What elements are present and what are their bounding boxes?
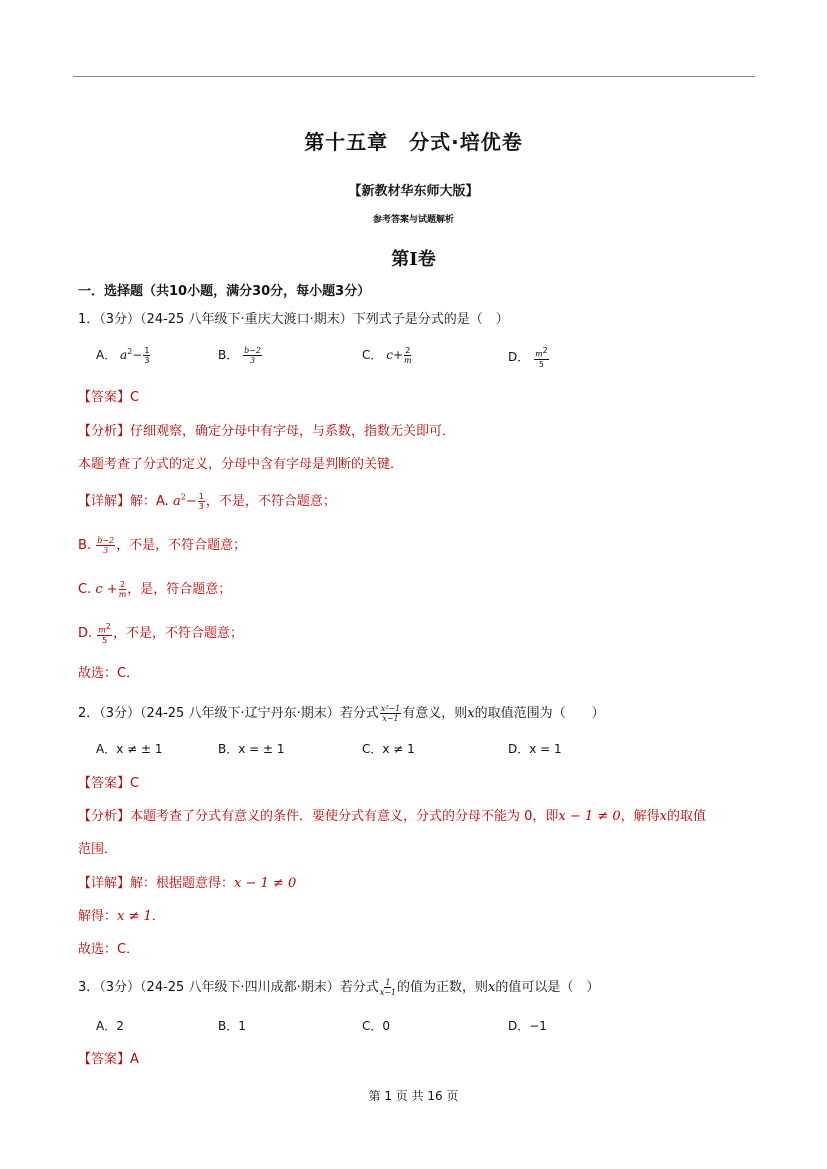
q3-option-c: C．0 [362, 1019, 391, 1033]
edition-subtitle: 【新教材华东师大版】 [348, 184, 479, 199]
q3-answer: 【答案】A [78, 1052, 139, 1067]
page-title: 第十五章 分式·培优卷 [304, 130, 523, 154]
q2-option-c: C．x ≠ 1 [362, 742, 415, 756]
q3-stem: 3．（3分）（24-25 八年级下·四川成都·期末）若分式 $\frac{1}{x-1}$ 的值为正数，则x的值可以是（ ） [78, 978, 600, 997]
q3-option-d: D．−1 [508, 1019, 547, 1033]
q2-analysis-2: 范围． [78, 842, 118, 857]
section-heading: 一．选择题（共10小题，满分30分，每小题3分） [78, 284, 371, 299]
answer-note: 参考答案与试题解析 [372, 215, 454, 225]
q3-option-a: A．2 [96, 1019, 124, 1033]
q3-option-b: B．1 [218, 1019, 246, 1033]
q1-detail-c: C. c + $\frac{2}{m}$ ，是，符合题意； [78, 580, 232, 599]
q1-choose: 故选：C． [78, 666, 140, 681]
q1-detail-a: 【详解】解：A. $a^2-$ $\frac{1}{3}$ ，不是，不符合题意； [78, 492, 336, 511]
q2-answer: 【答案】C [78, 776, 140, 791]
q2-choose: 故选：C． [78, 942, 140, 957]
q1-analysis: 【分析】仔细观察，确定分母中有字母，与系数，指数无关即可． [78, 424, 456, 439]
q1-analysis-2: 本题考查了分式的定义，分母中含有字母是判断的关键． [78, 457, 404, 472]
q2-detail: 【详解】解：根据题意得：x − 1 ≠ 0 [78, 876, 297, 891]
q2-option-b: B．x = ± 1 [218, 742, 285, 756]
page-footer: 第 1 页 共 16 页 [368, 1089, 459, 1103]
volume-heading: 第I卷 [391, 249, 436, 270]
q1-option-c: C． c+ $\frac{2}{m}$ [362, 346, 412, 365]
q1-answer: 【答案】C [78, 390, 140, 405]
q2-analysis: 【分析】本题考查了分式有意义的条件．要使分式有意义，分式的分母不能为 0，即x − 1 ≠ 0，解得x的取值 [78, 809, 706, 824]
q1-detail-b: B. $\frac{b-2}{3}$ ，不是，不符合题意； [78, 536, 247, 555]
q1-option-d: D． $\frac{m^2}{5}$ [508, 346, 548, 369]
q1-option-a: A． $a^2-$ $\frac{1}{3}$ [96, 346, 150, 365]
q2-option-a: A．x ≠ ± 1 [96, 742, 163, 756]
q2-stem: 2．（3分）（24-25 八年级下·辽宁丹东·期末）若分式 $\frac{\text{x²−1}}{x-1}$ 有意义，则x的取值范围为（ ） [78, 704, 605, 723]
q2-option-d: D．x = 1 [508, 742, 562, 756]
q1-stem: 1．（3分）（24-25 八年级下·重庆大渡口·期末）下列式子是分式的是（ ） [78, 312, 509, 327]
q2-detail-2: 解得：x ≠ 1． [78, 909, 165, 924]
header-rule [73, 76, 755, 77]
q1-option-b: B． $\frac{b-2}{3}$ [218, 346, 261, 365]
q1-detail-d: D. $\frac{m^2}{5}$ ，不是，不符合题意； [78, 622, 243, 645]
